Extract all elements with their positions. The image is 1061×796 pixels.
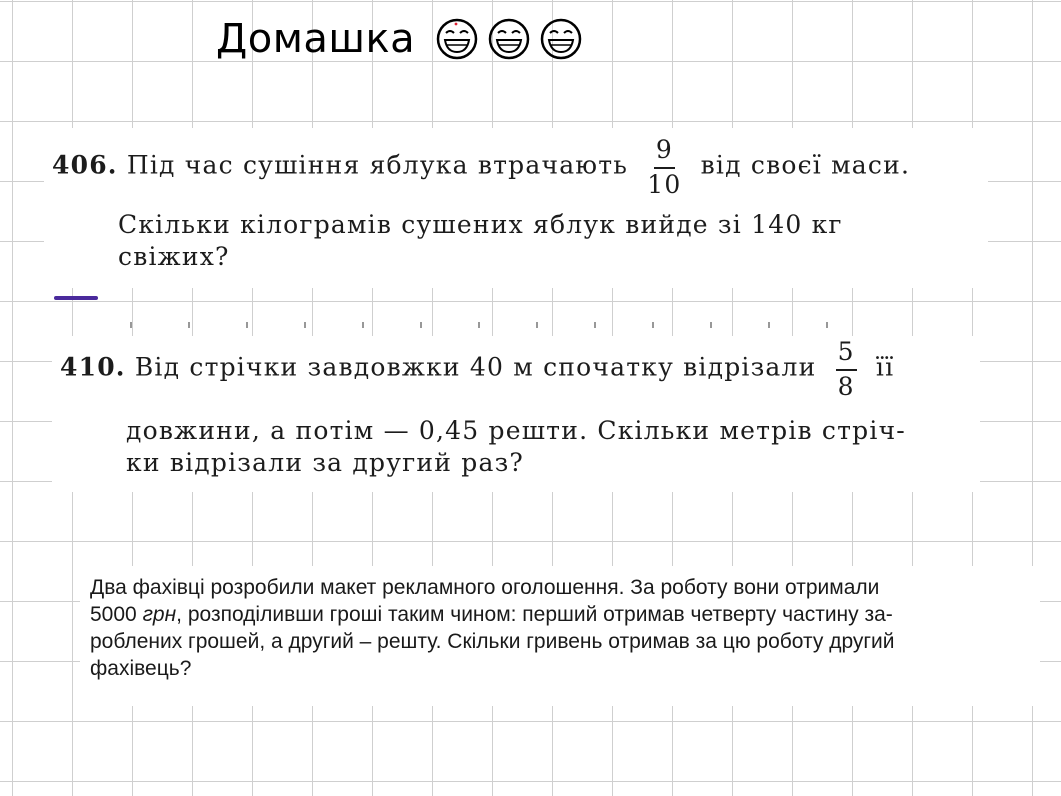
title-text: Домашка <box>216 16 416 62</box>
task-3-text <box>90 574 1038 682</box>
problem-number: 406. <box>52 150 118 180</box>
fraction-numerator: 5 <box>836 338 857 371</box>
laughing-face-icon <box>487 17 531 61</box>
ghost-text-fragments <box>130 322 850 328</box>
problem-text: Під час сушіння яблука втрачають <box>126 150 629 180</box>
problem-406-line-2: Скільки кілограмів сушених яблук вийде зі 140 кг <box>118 210 843 239</box>
task-3-line-1: Два фахівці розробили макет рекламного оголошення. За роботу вони отримали <box>90 576 880 599</box>
problem-410-line-1 <box>60 338 894 400</box>
fraction-denominator: 8 <box>837 371 855 401</box>
amount: 5000 <box>90 603 137 626</box>
fraction-numerator: 9 <box>654 136 675 169</box>
task-3-text-segment: , розподіливши гроші таким чином: перший отримав четверту частину за- <box>176 603 893 626</box>
fraction-denominator: 10 <box>647 169 682 199</box>
laughing-face-icon <box>539 17 583 61</box>
task-3-line-2 <box>90 601 1038 628</box>
pen-mark <box>54 296 98 300</box>
fraction <box>836 338 857 400</box>
page-title <box>216 16 583 62</box>
problem-410-line-2: довжини, а потім — 0,45 решти. Скільки метрів стріч- <box>126 416 906 445</box>
problem-text: Від стрічки завдовжки 40 м спочатку відрізали <box>134 352 817 382</box>
fraction <box>647 136 681 198</box>
problem-406-line-1 <box>52 136 910 198</box>
task-3-line-3: роблених грошей, а другий – решту. Скільки гривень отримав за цю роботу другий <box>90 630 895 653</box>
problem-410-card <box>52 336 980 492</box>
problem-410-line-3: ки відрізали за другий раз? <box>126 448 525 477</box>
problem-text: від своєї маси. <box>700 150 911 180</box>
task-3-line-4: фахівець? <box>90 657 192 680</box>
problem-406-line-3: свіжих? <box>118 242 230 271</box>
laughing-face-icon <box>435 17 479 61</box>
currency-unit: грн <box>142 603 177 626</box>
problem-text: її <box>875 352 895 382</box>
problem-406-card <box>44 128 988 288</box>
problem-number: 410. <box>60 352 126 382</box>
task-3-card <box>80 566 1040 706</box>
